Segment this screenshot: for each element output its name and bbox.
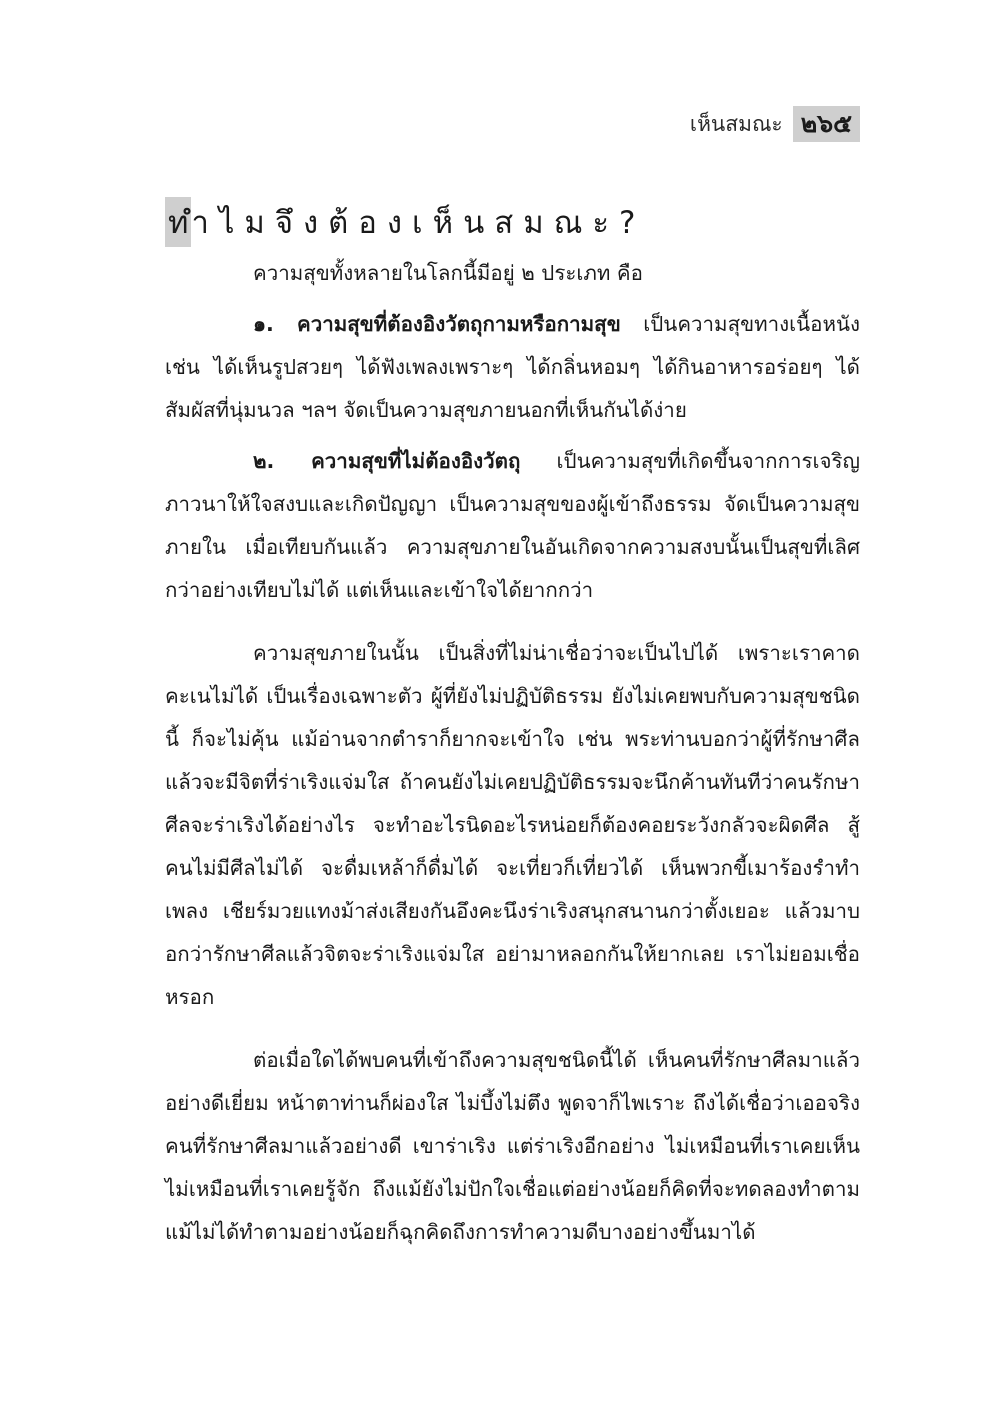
paragraph-item-2 — [165, 440, 860, 612]
item-1-lead: ๑. ความสุขที่ต้องอิงวัตถุกามหรือกามสุข — [253, 312, 621, 336]
paragraph-3 — [165, 632, 860, 1019]
item-2-lead: ๒. ความสุขที่ไม่ต้องอิงวัตถุ — [253, 449, 521, 473]
heading-text: ำไมจึงต้องเห็นสมณะ? — [191, 205, 646, 241]
body-text — [165, 252, 860, 1254]
paragraph-item-1 — [165, 303, 860, 432]
paragraph-text: ความสุขทั้งหลายในโลกนี้มีอยู่ ๒ ประเภท คือ — [253, 261, 643, 285]
running-head — [690, 106, 860, 142]
paragraph-intro — [165, 252, 860, 295]
paragraph-text: เป็นความสุขทางเนื้อหนัง เช่น ได้เห็นรูปสวยๆ ได้ฟังเพลงเพราะๆ ได้กลิ่นหอมๆ ได้กินอาหารอร่อยๆ ได้สัมผัสที่นุ่มนวล ฯลฯ จัดเป็นความสุขภายนอกที่เห็นกันได้ง่าย — [165, 312, 861, 422]
running-head-title: เห็นสมณะ — [689, 111, 783, 136]
paragraph-text: เป็นความสุขที่เกิดขึ้นจากการเจริญภาวนาให้ใจสงบและเกิดปัญญา เป็นความสุขของผู้เข้าถึงธรรม จัดเป็นความสุขภายใน เมื่อเทียบกันแล้ว ความสุขภายในอันเกิดจากความสงบนั้นเป็นสุขที่เลิศกว่าอย่างเทียบไม่ได้ แต่เห็นและเข้าใจได้ยากกว่า — [165, 449, 860, 602]
paragraph-4 — [165, 1039, 860, 1254]
page-number: ๒๖๕ — [793, 106, 860, 142]
heading-first-letter: ท — [165, 197, 191, 247]
paragraph-text: ต่อเมื่อใดได้พบคนที่เข้าถึงความสุขชนิดนี้ได้ เห็นคนที่รักษาศีลมาแล้วอย่างดีเยี่ยม หน้าตาท่านก็ผ่องใส ไม่บึ้งไม่ตึง พูดจาก็ไพเราะ ถึงได้เชื่อว่าเออจริง คนที่รักษาศีลมาแล้วอย่างดี เขาร่าเริง แต่ร่าเริงอีกอย่าง ไม่เหมือนที่เราเคยเห็น ไม่เหมือนที่เราเคยรู้จัก ถึงแม้ยังไม่ปักใจเชื่อแต่อย่างน้อยก็คิดที่จะทดลองทำตาม แม้ไม่ได้ทำตามอย่างน้อยก็ฉุกคิดถึงการทำความดีบางอย่างขึ้นมาได้ — [165, 1048, 860, 1244]
chapter-heading — [165, 197, 646, 247]
paragraph-text: ความสุขภายในนั้น เป็นสิ่งที่ไม่น่าเชื่อว่าจะเป็นไปได้ เพราะเราคาดคะเนไม่ได้ เป็นเรื่องเฉพาะตัว ผู้ที่ยังไม่ปฏิบัติธรรม ยังไม่เคยพบกับความสุขชนิดนี้ ก็จะไม่คุ้น แม้อ่านจากตำราก็ยากจะเข้าใจ เช่น พระท่านบอกว่าผู้ที่รักษาศีลแล้วจะมีจิตที่ร่าเริงแจ่มใส ถ้าคนยังไม่เคยปฏิบัติธรรมจะนึกค้านทันทีว่าคนรักษาศีลจะร่าเริงได้อย่างไร จะทำอะไรนิดอะไรหน่อยก็ต้องคอยระวังกลัวจะผิดศีล สู้คนไม่มีศีลไม่ได้ จะดื่มเหล้าก็ดื่มได้ จะเที่ยวก็เที่ยวได้ เห็นพวกขี้เมาร้องรำทำเพลง เชียร์มวยแทงม้าส่งเสียงกันอึงคะนึงร่าเริงสนุกสนานกว่าตั้งเยอะ แล้วมาบอกว่ารักษาศีลแล้วจิตจะร่าเริงแจ่มใส อย่ามาหลอกกันให้ยากเลย เราไม่ยอมเชื่อหรอก — [165, 641, 860, 1009]
